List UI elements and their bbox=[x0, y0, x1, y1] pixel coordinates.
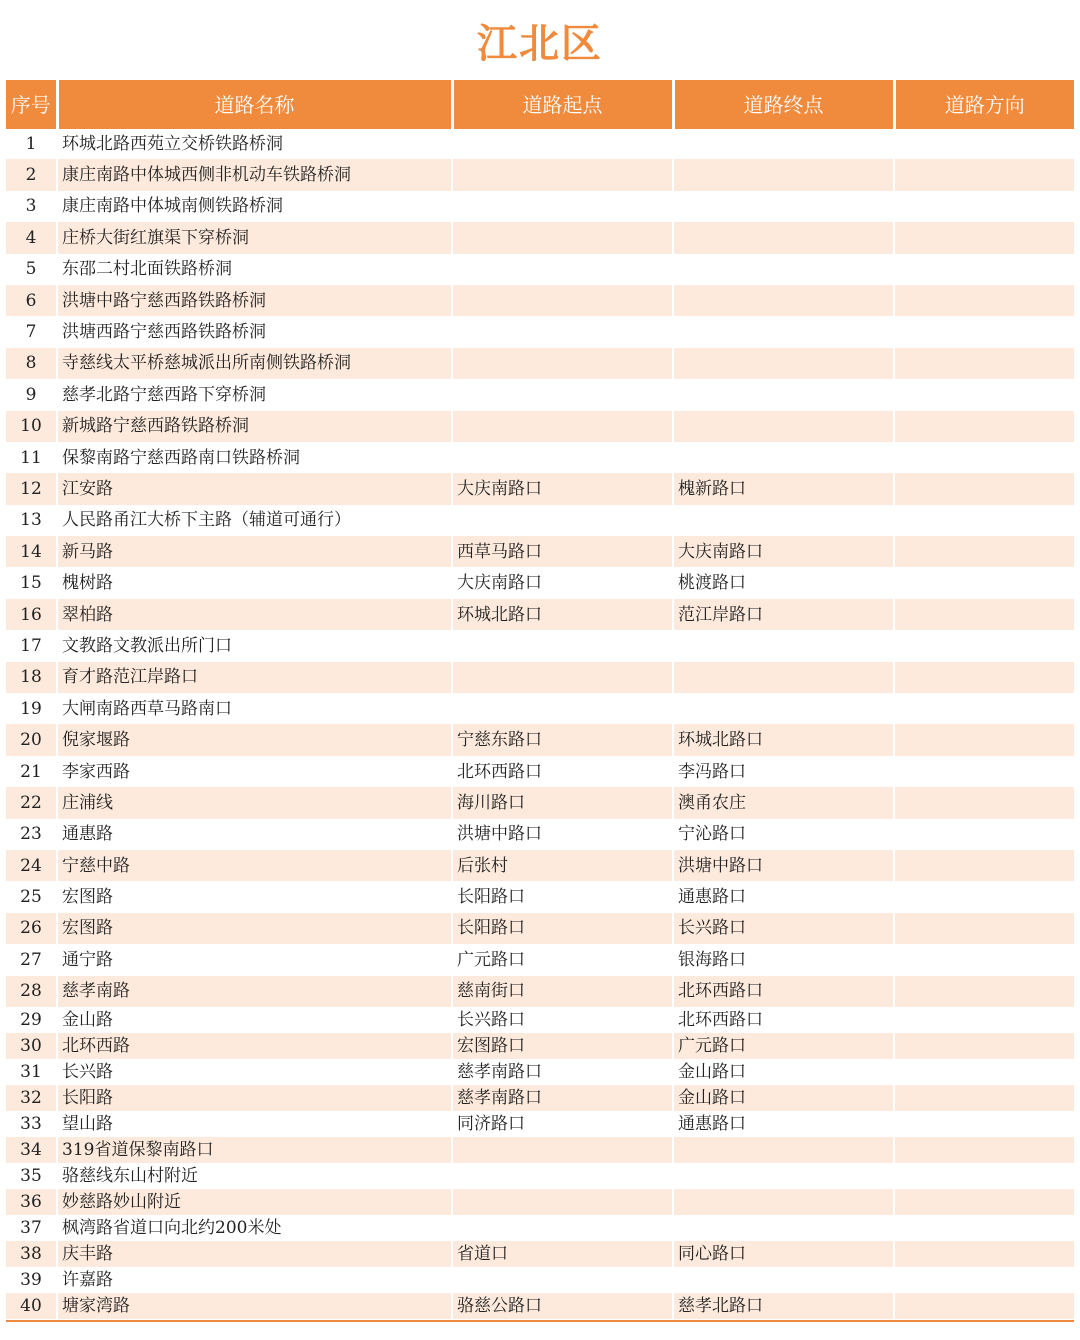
cell-road-start bbox=[452, 630, 673, 661]
cell-road-name: 金山路 bbox=[57, 1007, 452, 1033]
cell-road-direction bbox=[894, 819, 1074, 850]
cell-road-start bbox=[452, 379, 673, 410]
cell-road-end bbox=[673, 191, 894, 222]
cell-road-direction bbox=[894, 913, 1074, 944]
table-row bbox=[6, 630, 1074, 661]
cell-road-end: 范江岸路口 bbox=[673, 599, 894, 630]
cell-road-name: 新马路 bbox=[57, 536, 452, 567]
cell-road-start: 长阳路口 bbox=[452, 881, 673, 912]
cell-road-name: 许嘉路 bbox=[57, 1267, 452, 1293]
cell-road-direction bbox=[894, 1163, 1074, 1189]
cell-road-name: 康庄南路中体城南侧铁路桥洞 bbox=[57, 191, 452, 222]
cell-road-start bbox=[452, 316, 673, 347]
cell-road-end: 洪塘中路口 bbox=[673, 850, 894, 881]
header-road-name: 道路名称 bbox=[57, 80, 452, 128]
cell-road-end: 长兴路口 bbox=[673, 913, 894, 944]
cell-road-start bbox=[452, 348, 673, 379]
cell-road-name: 新城路宁慈西路铁路桥洞 bbox=[57, 411, 452, 442]
cell-index: 9 bbox=[6, 379, 57, 410]
cell-index: 26 bbox=[6, 913, 57, 944]
cell-index: 34 bbox=[6, 1137, 57, 1163]
cell-road-direction bbox=[894, 693, 1074, 724]
cell-road-direction bbox=[894, 442, 1074, 473]
cell-road-name: 翠柏路 bbox=[57, 599, 452, 630]
cell-index: 38 bbox=[6, 1241, 57, 1267]
table-row bbox=[6, 536, 1074, 567]
table-row bbox=[6, 976, 1074, 1007]
table-bottom-border bbox=[6, 1320, 1074, 1322]
cell-index: 15 bbox=[6, 567, 57, 598]
cell-road-start bbox=[452, 662, 673, 693]
cell-road-start: 大庆南路口 bbox=[452, 567, 673, 598]
cell-road-direction bbox=[894, 630, 1074, 661]
table-row bbox=[6, 505, 1074, 536]
cell-road-direction bbox=[894, 756, 1074, 787]
cell-road-end bbox=[673, 442, 894, 473]
cell-road-start bbox=[452, 1137, 673, 1163]
cell-road-name: 庄浦线 bbox=[57, 787, 452, 818]
cell-index: 4 bbox=[6, 222, 57, 253]
table-row bbox=[6, 724, 1074, 755]
table-row bbox=[6, 1033, 1074, 1059]
cell-road-direction bbox=[894, 567, 1074, 598]
cell-road-start bbox=[452, 1163, 673, 1189]
cell-road-start: 宏图路口 bbox=[452, 1033, 673, 1059]
cell-road-start bbox=[452, 254, 673, 285]
cell-road-direction bbox=[894, 1059, 1074, 1085]
cell-road-end: 北环西路口 bbox=[673, 976, 894, 1007]
cell-road-end: 桃渡路口 bbox=[673, 567, 894, 598]
cell-road-start bbox=[452, 159, 673, 190]
cell-index: 10 bbox=[6, 411, 57, 442]
cell-road-name: 宁慈中路 bbox=[57, 850, 452, 881]
cell-road-end bbox=[673, 1267, 894, 1293]
cell-road-start bbox=[452, 191, 673, 222]
cell-road-name: 江安路 bbox=[57, 473, 452, 504]
cell-index: 19 bbox=[6, 693, 57, 724]
cell-road-name: 倪家堰路 bbox=[57, 724, 452, 755]
table-row bbox=[6, 787, 1074, 818]
cell-road-direction bbox=[894, 1111, 1074, 1137]
cell-index: 32 bbox=[6, 1085, 57, 1111]
cell-index: 40 bbox=[6, 1293, 57, 1319]
cell-road-end: 宁沁路口 bbox=[673, 819, 894, 850]
cell-road-end bbox=[673, 1163, 894, 1189]
cell-road-direction bbox=[894, 505, 1074, 536]
cell-road-end bbox=[673, 348, 894, 379]
cell-road-name: 东邵二村北面铁路桥洞 bbox=[57, 254, 452, 285]
table-row bbox=[6, 881, 1074, 912]
cell-road-direction bbox=[894, 787, 1074, 818]
cell-road-start bbox=[452, 505, 673, 536]
cell-road-name: 妙慈路妙山附近 bbox=[57, 1189, 452, 1215]
cell-road-direction bbox=[894, 128, 1074, 159]
cell-road-name: 庄桥大街红旗渠下穿桥洞 bbox=[57, 222, 452, 253]
table-row bbox=[6, 348, 1074, 379]
table-row bbox=[6, 222, 1074, 253]
page-title: 江北区 bbox=[477, 21, 603, 67]
cell-road-end bbox=[673, 411, 894, 442]
cell-road-name: 宏图路 bbox=[57, 881, 452, 912]
cell-road-end bbox=[673, 128, 894, 159]
cell-road-direction bbox=[894, 159, 1074, 190]
cell-road-direction bbox=[894, 944, 1074, 975]
cell-index: 12 bbox=[6, 473, 57, 504]
cell-index: 31 bbox=[6, 1059, 57, 1085]
table-row bbox=[6, 944, 1074, 975]
cell-index: 17 bbox=[6, 630, 57, 661]
table-row bbox=[6, 850, 1074, 881]
cell-road-name: 保黎南路宁慈西路南口铁路桥洞 bbox=[57, 442, 452, 473]
cell-road-name: 枫湾路省道口向北约200米处 bbox=[57, 1215, 452, 1241]
table-row bbox=[6, 599, 1074, 630]
cell-road-name: 长兴路 bbox=[57, 1059, 452, 1085]
table-row bbox=[6, 1267, 1074, 1293]
cell-road-name: 长阳路 bbox=[57, 1085, 452, 1111]
cell-road-start: 同济路口 bbox=[452, 1111, 673, 1137]
table-row bbox=[6, 1111, 1074, 1137]
cell-road-name: 北环西路 bbox=[57, 1033, 452, 1059]
cell-road-name: 宏图路 bbox=[57, 913, 452, 944]
cell-index: 29 bbox=[6, 1007, 57, 1033]
cell-road-start bbox=[452, 1189, 673, 1215]
cell-road-direction bbox=[894, 881, 1074, 912]
cell-road-start: 后张村 bbox=[452, 850, 673, 881]
cell-road-end: 同心路口 bbox=[673, 1241, 894, 1267]
cell-road-direction bbox=[894, 724, 1074, 755]
table-row bbox=[6, 1241, 1074, 1267]
cell-road-end bbox=[673, 693, 894, 724]
cell-road-direction bbox=[894, 473, 1074, 504]
cell-road-end: 环城北路口 bbox=[673, 724, 894, 755]
cell-road-direction bbox=[894, 285, 1074, 316]
cell-road-end bbox=[673, 222, 894, 253]
cell-index: 16 bbox=[6, 599, 57, 630]
cell-road-direction bbox=[894, 316, 1074, 347]
cell-index: 23 bbox=[6, 819, 57, 850]
cell-road-start: 慈孝南路口 bbox=[452, 1085, 673, 1111]
cell-road-direction bbox=[894, 1241, 1074, 1267]
cell-road-name: 319省道保黎南路口 bbox=[57, 1137, 452, 1163]
cell-road-start bbox=[452, 411, 673, 442]
cell-road-start: 宁慈东路口 bbox=[452, 724, 673, 755]
cell-road-direction bbox=[894, 1033, 1074, 1059]
cell-road-end: 金山路口 bbox=[673, 1059, 894, 1085]
table-row bbox=[6, 379, 1074, 410]
cell-road-end: 北环西路口 bbox=[673, 1007, 894, 1033]
cell-road-name: 文教路文教派出所门口 bbox=[57, 630, 452, 661]
cell-road-direction bbox=[894, 1293, 1074, 1319]
table-row bbox=[6, 159, 1074, 190]
cell-road-start bbox=[452, 128, 673, 159]
cell-index: 20 bbox=[6, 724, 57, 755]
table-row bbox=[6, 1085, 1074, 1111]
cell-road-direction bbox=[894, 191, 1074, 222]
cell-road-start: 骆慈公路口 bbox=[452, 1293, 673, 1319]
cell-road-start: 洪塘中路口 bbox=[452, 819, 673, 850]
cell-road-start bbox=[452, 285, 673, 316]
cell-road-start: 长兴路口 bbox=[452, 1007, 673, 1033]
table-body bbox=[6, 128, 1074, 1319]
cell-road-start bbox=[452, 693, 673, 724]
cell-road-name: 塘家湾路 bbox=[57, 1293, 452, 1319]
cell-road-start: 大庆南路口 bbox=[452, 473, 673, 504]
table-row bbox=[6, 913, 1074, 944]
cell-road-end: 银海路口 bbox=[673, 944, 894, 975]
table-row bbox=[6, 1059, 1074, 1085]
cell-index: 1 bbox=[6, 128, 57, 159]
cell-road-direction bbox=[894, 1137, 1074, 1163]
cell-road-start: 西草马路口 bbox=[452, 536, 673, 567]
cell-road-name: 寺慈线太平桥慈城派出所南侧铁路桥洞 bbox=[57, 348, 452, 379]
table-row bbox=[6, 756, 1074, 787]
table-row bbox=[6, 1189, 1074, 1215]
cell-road-name: 康庄南路中体城西侧非机动车铁路桥洞 bbox=[57, 159, 452, 190]
cell-index: 2 bbox=[6, 159, 57, 190]
cell-index: 36 bbox=[6, 1189, 57, 1215]
cell-road-name: 通宁路 bbox=[57, 944, 452, 975]
table-row bbox=[6, 1163, 1074, 1189]
cell-road-direction bbox=[894, 662, 1074, 693]
table-row bbox=[6, 662, 1074, 693]
cell-road-start: 省道口 bbox=[452, 1241, 673, 1267]
road-table bbox=[6, 80, 1074, 1319]
cell-road-start: 北环西路口 bbox=[452, 756, 673, 787]
cell-index: 22 bbox=[6, 787, 57, 818]
cell-road-start bbox=[452, 1215, 673, 1241]
cell-road-start: 慈南街口 bbox=[452, 976, 673, 1007]
cell-road-direction bbox=[894, 348, 1074, 379]
cell-road-start bbox=[452, 222, 673, 253]
cell-index: 6 bbox=[6, 285, 57, 316]
cell-road-end: 槐新路口 bbox=[673, 473, 894, 504]
cell-road-end bbox=[673, 1137, 894, 1163]
cell-road-direction bbox=[894, 850, 1074, 881]
cell-road-name: 大闸南路西草马路南口 bbox=[57, 693, 452, 724]
cell-index: 35 bbox=[6, 1163, 57, 1189]
cell-index: 14 bbox=[6, 536, 57, 567]
table-row bbox=[6, 254, 1074, 285]
cell-road-direction bbox=[894, 222, 1074, 253]
cell-index: 5 bbox=[6, 254, 57, 285]
cell-road-name: 慈孝南路 bbox=[57, 976, 452, 1007]
cell-index: 25 bbox=[6, 881, 57, 912]
cell-road-end bbox=[673, 379, 894, 410]
cell-road-direction bbox=[894, 254, 1074, 285]
cell-road-direction bbox=[894, 1007, 1074, 1033]
cell-road-name: 慈孝北路宁慈西路下穿桥洞 bbox=[57, 379, 452, 410]
table-header-row bbox=[6, 80, 1074, 128]
header-road-start: 道路起点 bbox=[452, 80, 673, 128]
header-road-direction: 道路方向 bbox=[894, 80, 1074, 128]
table-row bbox=[6, 442, 1074, 473]
cell-road-direction bbox=[894, 379, 1074, 410]
cell-road-start: 慈孝南路口 bbox=[452, 1059, 673, 1085]
cell-road-name: 洪塘中路宁慈西路铁路桥洞 bbox=[57, 285, 452, 316]
cell-road-name: 育才路范江岸路口 bbox=[57, 662, 452, 693]
table-row bbox=[6, 285, 1074, 316]
table-row bbox=[6, 819, 1074, 850]
table-row bbox=[6, 1293, 1074, 1319]
table-row bbox=[6, 693, 1074, 724]
cell-index: 37 bbox=[6, 1215, 57, 1241]
cell-index: 28 bbox=[6, 976, 57, 1007]
table-row bbox=[6, 411, 1074, 442]
cell-road-direction bbox=[894, 411, 1074, 442]
cell-road-end bbox=[673, 630, 894, 661]
cell-road-name: 洪塘西路宁慈西路铁路桥洞 bbox=[57, 316, 452, 347]
cell-index: 7 bbox=[6, 316, 57, 347]
cell-road-end bbox=[673, 1189, 894, 1215]
cell-road-name: 望山路 bbox=[57, 1111, 452, 1137]
cell-road-end bbox=[673, 254, 894, 285]
cell-road-name: 人民路甬江大桥下主路（辅道可通行） bbox=[57, 505, 452, 536]
cell-road-end: 通惠路口 bbox=[673, 1111, 894, 1137]
cell-road-start bbox=[452, 1267, 673, 1293]
cell-index: 24 bbox=[6, 850, 57, 881]
cell-road-end bbox=[673, 505, 894, 536]
cell-index: 33 bbox=[6, 1111, 57, 1137]
cell-road-end: 通惠路口 bbox=[673, 881, 894, 912]
cell-road-end bbox=[673, 159, 894, 190]
header-index: 序号 bbox=[6, 80, 57, 128]
table-row bbox=[6, 191, 1074, 222]
cell-road-start: 环城北路口 bbox=[452, 599, 673, 630]
cell-road-start: 长阳路口 bbox=[452, 913, 673, 944]
header-road-end: 道路终点 bbox=[673, 80, 894, 128]
cell-road-direction bbox=[894, 976, 1074, 1007]
cell-index: 27 bbox=[6, 944, 57, 975]
cell-road-direction bbox=[894, 1085, 1074, 1111]
table-row bbox=[6, 473, 1074, 504]
cell-road-direction bbox=[894, 1215, 1074, 1241]
cell-road-name: 李家西路 bbox=[57, 756, 452, 787]
cell-road-name: 环城北路西苑立交桥铁路桥洞 bbox=[57, 128, 452, 159]
cell-road-name: 庆丰路 bbox=[57, 1241, 452, 1267]
cell-index: 30 bbox=[6, 1033, 57, 1059]
cell-index: 21 bbox=[6, 756, 57, 787]
cell-road-direction bbox=[894, 536, 1074, 567]
cell-road-end bbox=[673, 316, 894, 347]
cell-road-end: 李冯路口 bbox=[673, 756, 894, 787]
cell-road-end: 大庆南路口 bbox=[673, 536, 894, 567]
table-row bbox=[6, 128, 1074, 159]
cell-road-direction bbox=[894, 1189, 1074, 1215]
cell-road-end bbox=[673, 285, 894, 316]
cell-index: 13 bbox=[6, 505, 57, 536]
cell-road-start: 海川路口 bbox=[452, 787, 673, 818]
cell-road-direction bbox=[894, 1267, 1074, 1293]
cell-road-end: 广元路口 bbox=[673, 1033, 894, 1059]
cell-road-start: 广元路口 bbox=[452, 944, 673, 975]
cell-road-name: 通惠路 bbox=[57, 819, 452, 850]
table-row bbox=[6, 1215, 1074, 1241]
cell-road-start bbox=[452, 442, 673, 473]
cell-road-end: 慈孝北路口 bbox=[673, 1293, 894, 1319]
table-row bbox=[6, 567, 1074, 598]
cell-index: 3 bbox=[6, 191, 57, 222]
cell-road-name: 骆慈线东山村附近 bbox=[57, 1163, 452, 1189]
cell-road-end bbox=[673, 1215, 894, 1241]
cell-road-end: 金山路口 bbox=[673, 1085, 894, 1111]
cell-road-end: 澳甬农庄 bbox=[673, 787, 894, 818]
cell-road-end bbox=[673, 662, 894, 693]
cell-index: 8 bbox=[6, 348, 57, 379]
cell-road-direction bbox=[894, 599, 1074, 630]
cell-index: 11 bbox=[6, 442, 57, 473]
table-row bbox=[6, 1007, 1074, 1033]
cell-index: 18 bbox=[6, 662, 57, 693]
cell-index: 39 bbox=[6, 1267, 57, 1293]
table-row bbox=[6, 316, 1074, 347]
cell-road-name: 槐树路 bbox=[57, 567, 452, 598]
table-row bbox=[6, 1137, 1074, 1163]
